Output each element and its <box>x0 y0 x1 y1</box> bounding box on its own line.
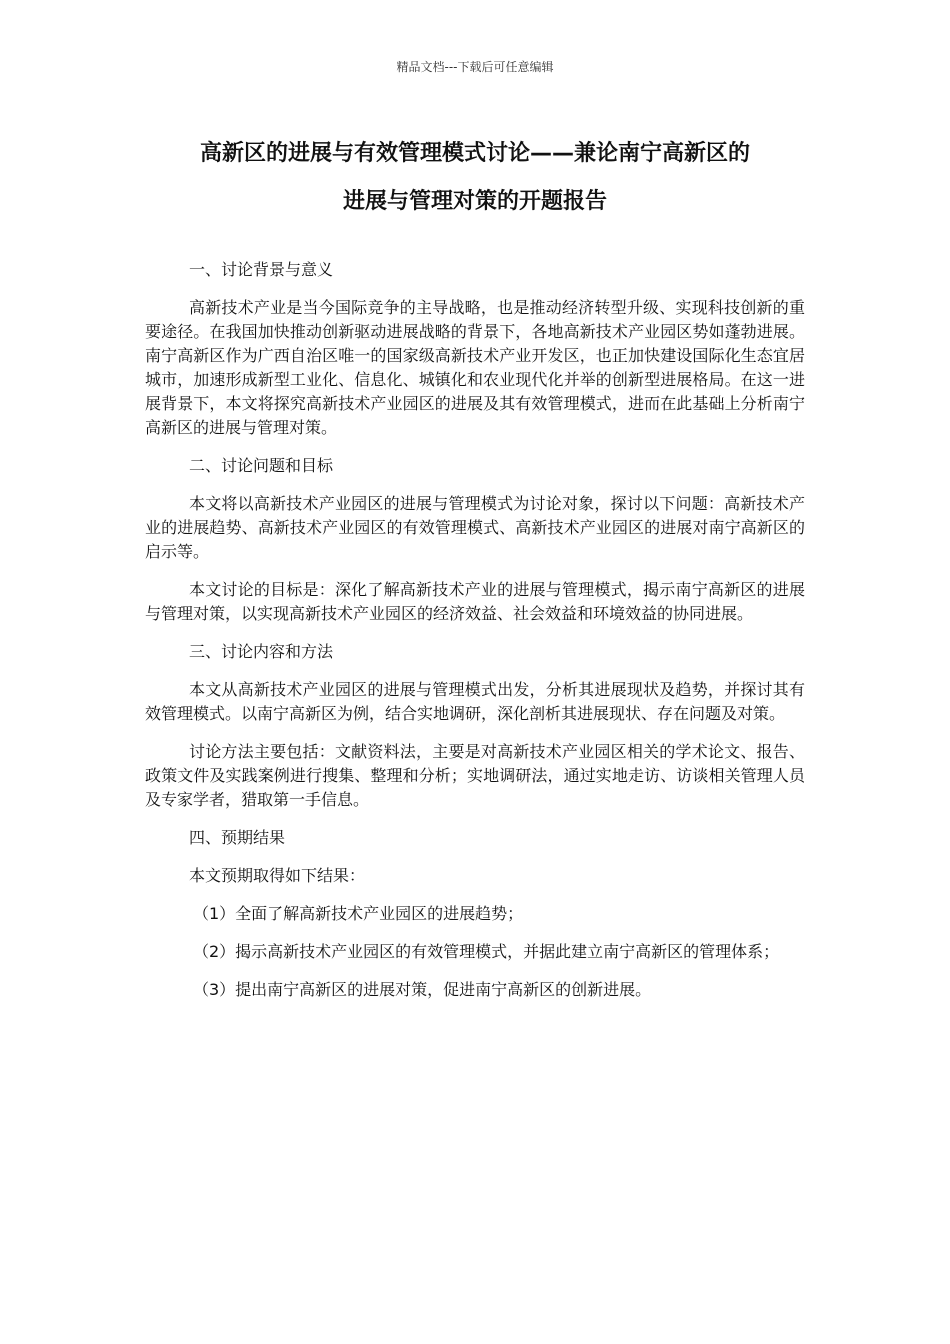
paragraph-questions: 本文将以高新技术产业园区的进展与管理模式为讨论对象，探讨以下问题：高新技术产业的进展趋势、高新技术产业园区的有效管理模式、高新技术产业园区的进展对南宁高新区的启示等。 <box>145 494 805 561</box>
section-heading-results: 四、预期结果 <box>189 828 286 847</box>
title-line-1: 高新区的进展与有效管理模式讨论——兼论南宁高新区的 <box>199 141 750 166</box>
paragraph-content: 本文从高新技术产业园区的进展与管理模式出发，分析其进展现状及趋势，并探讨其有效管理模式。以南宁高新区为例，结合实地调研，深化剖析其进展现状、存在问题及对策。 <box>145 680 805 723</box>
result-item-3: （3）提出南宁高新区的进展对策，促进南宁高新区的创新进展。 <box>193 980 652 999</box>
paragraph-goals: 本文讨论的目标是：深化了解高新技术产业的进展与管理模式，揭示南宁高新区的进展与管理对策，以实现高新技术产业园区的经济效益、社会效益和环境效益的协同进展。 <box>145 580 805 623</box>
section-heading-background: 一、讨论背景与意义 <box>189 260 334 279</box>
result-item-2: （2）揭示高新技术产业园区的有效管理模式，并据此建立南宁高新区的管理体系； <box>193 942 780 961</box>
section-heading-methods: 三、讨论内容和方法 <box>189 642 334 661</box>
result-item-1: （1）全面了解高新技术产业园区的进展趋势； <box>193 904 524 923</box>
title-line-2: 进展与管理对策的开题报告 <box>342 189 607 214</box>
paragraph-methods: 讨论方法主要包括：文献资料法，主要是对高新技术产业园区相关的学术论文、报告、政策文件及实践案例进行搜集、整理和分析；实地调研法，通过实地走访、访谈相关管理人员及专家学者，猎取第一手信息。 <box>145 742 805 809</box>
paragraph-results-intro: 本文预期取得如下结果： <box>189 866 366 885</box>
document-body <box>145 258 805 1016</box>
section-heading-questions: 二、讨论问题和目标 <box>189 456 334 475</box>
document-title <box>140 130 810 226</box>
page-header-note: 精品文档---下载后可任意编辑 <box>396 60 554 74</box>
paragraph-background: 高新技术产业是当今国际竞争的主导战略，也是推动经济转型升级、实现科技创新的重要途径。在我国加快推动创新驱动进展战略的背景下，各地高新技术产业园区势如蓬勃进展。南宁高新区作为广西自治区唯一的国家级高新技术产业开发区，也正加快建设国际化生态宜居城市，加速形成新型工业化、信息化、城镇化和农业现代化并举的创新型进展格局。在这一进展背景下，本文将探究高新技术产业园区的进展及其有效管理模式，进而在此基础上分析南宁高新区的进展与管理对策。 <box>145 298 805 437</box>
